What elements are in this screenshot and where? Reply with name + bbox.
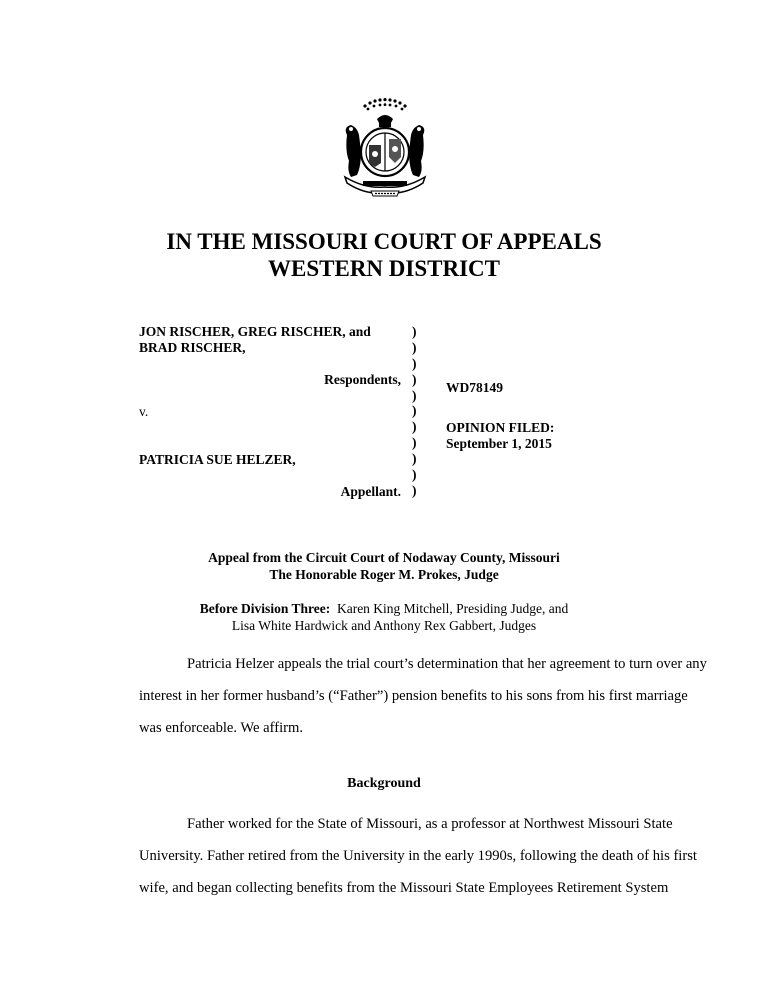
text-line: University. Father retired from the University in the early 1990s, following the death of his first bbox=[139, 848, 697, 864]
case-number: WD78149 bbox=[446, 380, 503, 395]
missouri-state-seal-icon bbox=[335, 97, 435, 197]
court-district: WESTERN DISTRICT bbox=[268, 256, 500, 281]
caption-defendant: PATRICIA SUE HELZER, bbox=[139, 452, 296, 467]
caption-paren-column bbox=[412, 324, 417, 499]
intro-paragraph bbox=[139, 648, 707, 744]
panel-line1-judges: Karen King Mitchell, Presiding Judge, and bbox=[336, 601, 569, 616]
text-line: interest in her former husband’s (“Father”) pension benefits to his sons from his first marriage bbox=[139, 688, 688, 704]
caption-appellant-role: Appellant. bbox=[340, 484, 401, 499]
paren: ) bbox=[412, 371, 417, 387]
paren: ) bbox=[412, 355, 417, 371]
caption-respondents-role: Respondents, bbox=[324, 372, 401, 387]
appeal-court-line: Appeal from the Circuit Court of Nodaway County, Missouri bbox=[208, 550, 560, 565]
paren: ) bbox=[412, 435, 417, 451]
paren: ) bbox=[412, 451, 417, 467]
paren: ) bbox=[412, 482, 417, 498]
panel-label: Before Division Three: bbox=[199, 601, 331, 616]
text-line: wife, and began collecting benefits from the Missouri State Employees Retirement System bbox=[139, 880, 669, 896]
caption-plaintiffs-line2: BRAD RISCHER, bbox=[139, 340, 246, 355]
text-line: was enforceable. We affirm. bbox=[139, 720, 304, 736]
background-paragraph bbox=[139, 808, 697, 904]
paren: ) bbox=[412, 387, 417, 403]
paren: ) bbox=[412, 419, 417, 435]
text-line: Patricia Helzer appeals the trial court’s determination that her agreement to turn over any bbox=[187, 656, 707, 672]
court-name: IN THE MISSOURI COURT OF APPEALS bbox=[166, 229, 602, 254]
text-line: Father worked for the State of Missouri, as a professor at Northwest Missouri State bbox=[187, 816, 673, 832]
paren: ) bbox=[412, 467, 417, 483]
appeal-judge-line: The Honorable Roger M. Prokes, Judge bbox=[269, 567, 499, 582]
panel-line2: Lisa White Hardwick and Anthony Rex Gabbert, Judges bbox=[231, 618, 537, 633]
opinion-filed-date: September 1, 2015 bbox=[446, 436, 552, 451]
opinion-filed-label: OPINION FILED: bbox=[446, 420, 555, 435]
caption-plaintiffs-line1: JON RISCHER, GREG RISCHER, and bbox=[139, 324, 371, 339]
section-heading-background: Background bbox=[347, 776, 421, 791]
paren: ) bbox=[412, 403, 417, 419]
panel-line1 bbox=[0, 600, 768, 617]
paren: ) bbox=[412, 339, 417, 355]
paren: ) bbox=[412, 324, 417, 339]
caption-versus: v. bbox=[139, 404, 149, 419]
